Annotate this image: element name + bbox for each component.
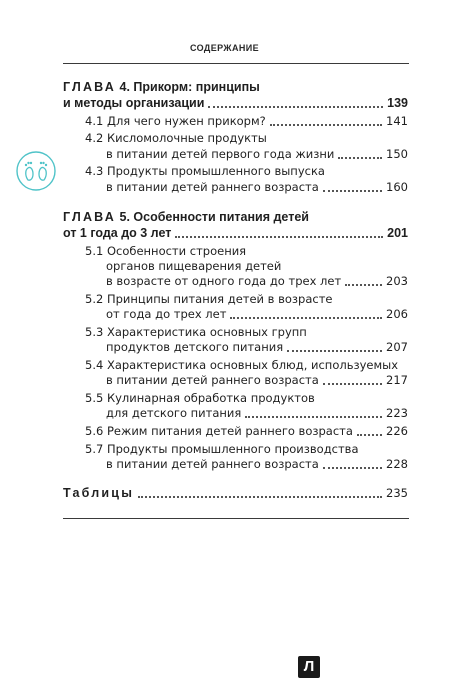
entry-number: 5.4 [85,358,104,372]
leader-dots [338,157,382,159]
page-number: 160 [386,180,408,194]
toc-entry-5-2-line1 [85,292,333,306]
page-number: 139 [387,96,408,110]
entry-text: в питании детей раннего возраста [106,180,319,194]
entry-text: Режим питания детей раннего возраста [106,424,353,438]
toc-entry-5-2[interactable] [106,307,408,321]
entry-number: 5.6 [85,424,104,438]
leader-dots [175,236,383,238]
chapter-4-title-line2[interactable] [63,96,408,110]
leader-dots [323,383,382,385]
entry-text: продуктов детского питания [106,340,284,354]
leader-dots [357,434,382,436]
chapter-4-title-line1 [63,80,260,95]
toc-entry-5-1-line1 [85,244,246,258]
toc-entry-5-7[interactable] [106,457,408,471]
toc-entry-5-5[interactable] [106,406,408,420]
toc-entry-5-6[interactable] [85,424,408,438]
entry-text: Кулинарная обработка продуктов [106,391,315,405]
entry-number: 4.1 [85,114,104,128]
leader-dots [208,106,383,108]
leader-dots [287,350,382,352]
entry-text: Принципы питания детей в возрасте [106,292,333,306]
leader-dots [323,467,382,469]
toc-entry-4-1[interactable] [85,114,408,128]
chapter-title-text: и методы организации [63,96,205,110]
chapter-title-text: от 1 года до 3 лет [63,226,172,240]
toc-entry-5-4-line1 [85,358,398,372]
entry-text: Характеристика основных групп [106,325,307,339]
bottom-divider [63,518,409,519]
entry-text: в питании детей первого года жизни [106,147,335,161]
page-number: 217 [386,373,408,387]
chapter-word: ГЛАВА [63,80,117,94]
toc-entry-4-3[interactable] [106,180,408,194]
toc-entry-5-1[interactable] [106,274,408,288]
entry-number: 5.1 [85,244,104,258]
chapter-title-text: 5. Особенности питания детей [119,210,309,224]
entry-number: 5.7 [85,442,104,456]
chapter-word: ГЛАВА [63,210,117,224]
entry-text: от года до трех лет [106,307,227,321]
entry-number: 5.3 [85,325,104,339]
entry-text: Для чего нужен прикорм? [106,114,266,128]
leader-dots [138,496,382,498]
leader-dots [230,317,382,319]
page-number: 223 [386,406,408,420]
entry-text: Продукты промышленного выпуска [106,164,325,178]
chapter-5-title-line2[interactable] [63,226,408,240]
leader-dots [345,284,382,286]
page-number: 150 [386,147,408,161]
entry-text: Особенности строения [106,244,247,258]
page-number: 228 [386,457,408,471]
chapter-5-title-line1 [63,210,309,225]
leader-dots [323,190,382,192]
page-number: 206 [386,307,408,321]
entry-text: Продукты промышленного производства [106,442,359,456]
entry-text: в возрасте от одного года до трех лет [106,274,342,288]
page-number: 235 [386,486,408,500]
entry-number: 5.2 [85,292,104,306]
entry-text: для детского питания [106,406,242,420]
toc-entry-5-3[interactable] [106,340,408,354]
page-number: 141 [386,114,408,128]
entry-number: 4.3 [85,164,104,178]
tables-label: Таблицы [63,486,135,500]
toc-entry-5-5-line1 [85,391,315,405]
page-header: СОДЕРЖАНИЕ [189,43,260,53]
toc-entry-4-3-line1 [85,164,325,178]
page-number: 226 [386,424,408,438]
leader-dots [245,416,382,418]
entry-text: Характеристика основных блюд, используемых [106,358,399,372]
chapter-title-text: 4. Прикорм: принципы [119,80,260,94]
toc-entry-5-4[interactable] [106,373,408,387]
toc-entry-5-7-line1 [85,442,359,456]
entry-number: 5.5 [85,391,104,405]
entry-number: 4.2 [85,131,104,145]
toc-entry-4-2-line1 [85,131,267,145]
publisher-logo: Л [298,656,320,678]
entry-text: Кисломолочные продукты [106,131,267,145]
page-number: 207 [386,340,408,354]
toc-entry-4-2[interactable] [106,147,408,161]
entry-text: в питании детей раннего возраста [106,457,319,471]
toc-entry-5-3-line1 [85,325,307,339]
toc-entry-tables[interactable] [63,486,408,500]
page-number: 201 [387,226,408,240]
page-number: 203 [386,274,408,288]
entry-text: органов пищеварения детей [106,259,282,273]
entry-text: в питании детей раннего возраста [106,373,319,387]
leader-dots [270,124,382,126]
